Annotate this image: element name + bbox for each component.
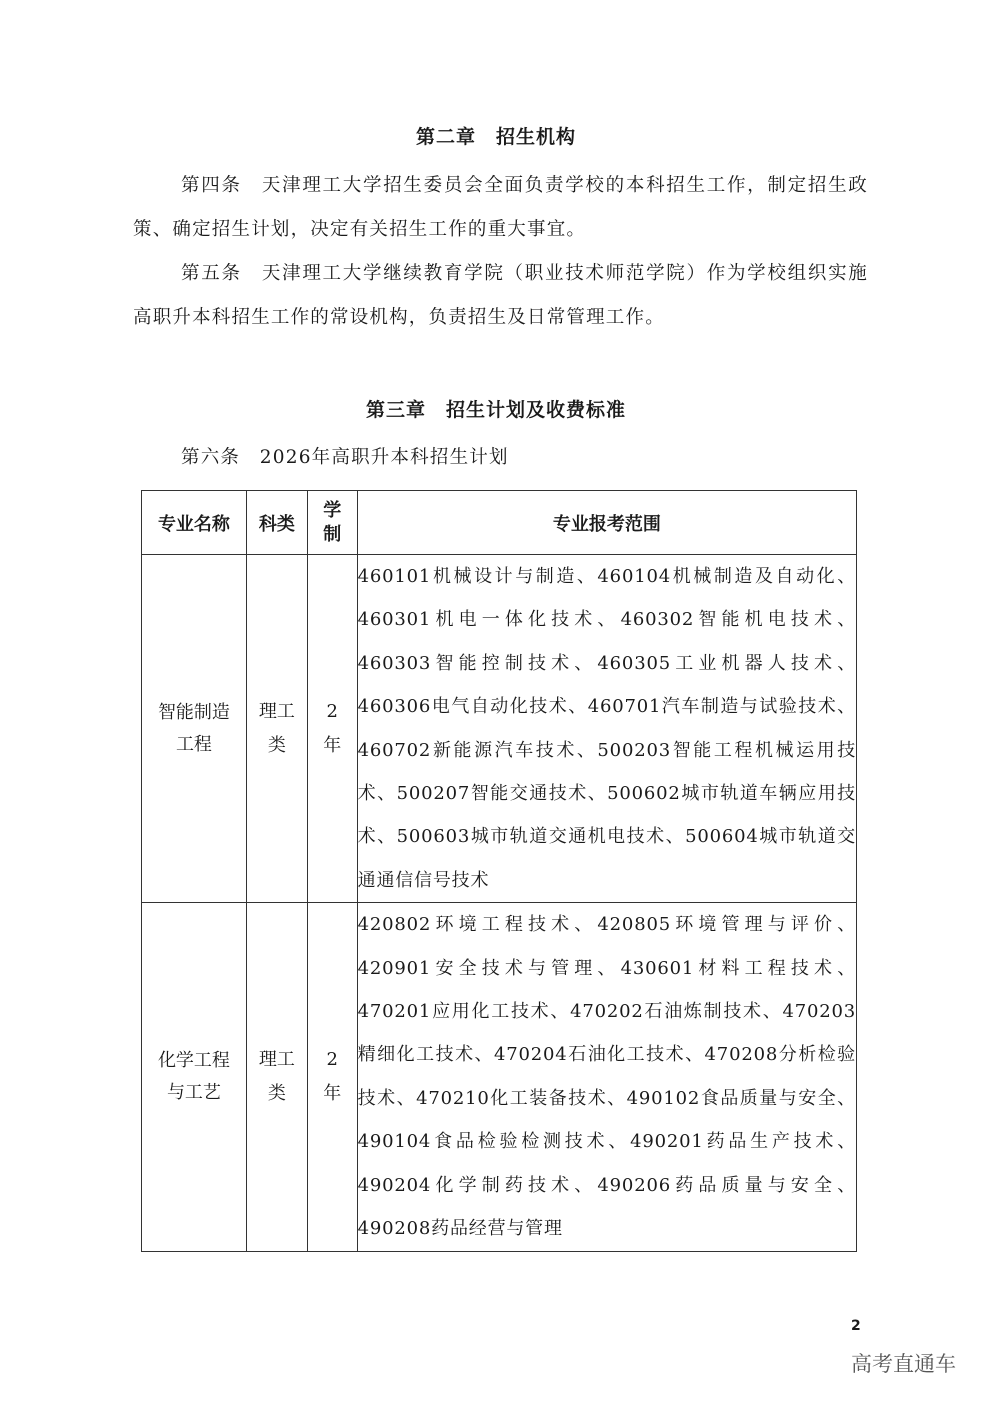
- article-6: 第六条 2026年高职升本科招生计划: [181, 447, 509, 468]
- row2-major: 化学工程与工艺: [142, 903, 247, 1251]
- row1-category: 理工类: [246, 555, 307, 903]
- header-major: 专业名称: [142, 491, 247, 555]
- watermark: 高考直通车: [851, 1352, 956, 1376]
- chapter2-title: 第二章 招生机构: [415, 126, 576, 148]
- article-4: 第四条 天津理工大学招生委员会全面负责学校的本科招生工作，制定招生政策、确定招生计划，决定有关招生工作的重大事宜。: [133, 175, 868, 240]
- row1-major: 智能制造工程: [142, 555, 247, 903]
- row2-scope: 420802环境工程技术、420805环境管理与评价、420901安全技术与管理、430601材料工程技术、470201应用化工技术、470202石油炼制技术、470203精细化工技术、470204石油化工技术、470208分析检验技术、470210化工装备技术、490102食品质量与安全、490104食品检验检测技术、490201药品生产技术、490204化学制药技术、490206药品质量与安全、490208药品经营与管理: [357, 903, 856, 1251]
- page-number: 2: [851, 1318, 861, 1334]
- row1-duration: 2年: [307, 555, 357, 903]
- table-row: [142, 555, 857, 903]
- header-category: 科类: [246, 491, 307, 555]
- chapter3-title: 第三章 招生计划及收费标准: [365, 399, 626, 421]
- header-scope: 专业报考范围: [357, 491, 856, 555]
- table-header-row: [142, 491, 857, 555]
- enrollment-plan-table: [141, 490, 857, 1252]
- row1-scope: 460101机械设计与制造、460104机械制造及自动化、460301机电一体化技术、460302智能机电技术、460303智能控制技术、460305工业机器人技术、460306电气自动化技术、460701汽车制造与试验技术、460702新能源汽车技术、500203智能工程机械运用技术、500207智能交通技术、500602城市轨道车辆应用技术、500603城市轨道交通机电技术、500604城市轨道交通通信信号技术: [357, 555, 856, 903]
- table-row: [142, 903, 857, 1251]
- row2-category: 理工类: [246, 903, 307, 1251]
- row2-duration: 2年: [307, 903, 357, 1251]
- article-5: 第五条 天津理工大学继续教育学院（职业技术师范学院）作为学校组织实施高职升本科招生工作的常设机构，负责招生及日常管理工作。: [133, 263, 868, 328]
- header-duration: 学制: [307, 491, 357, 555]
